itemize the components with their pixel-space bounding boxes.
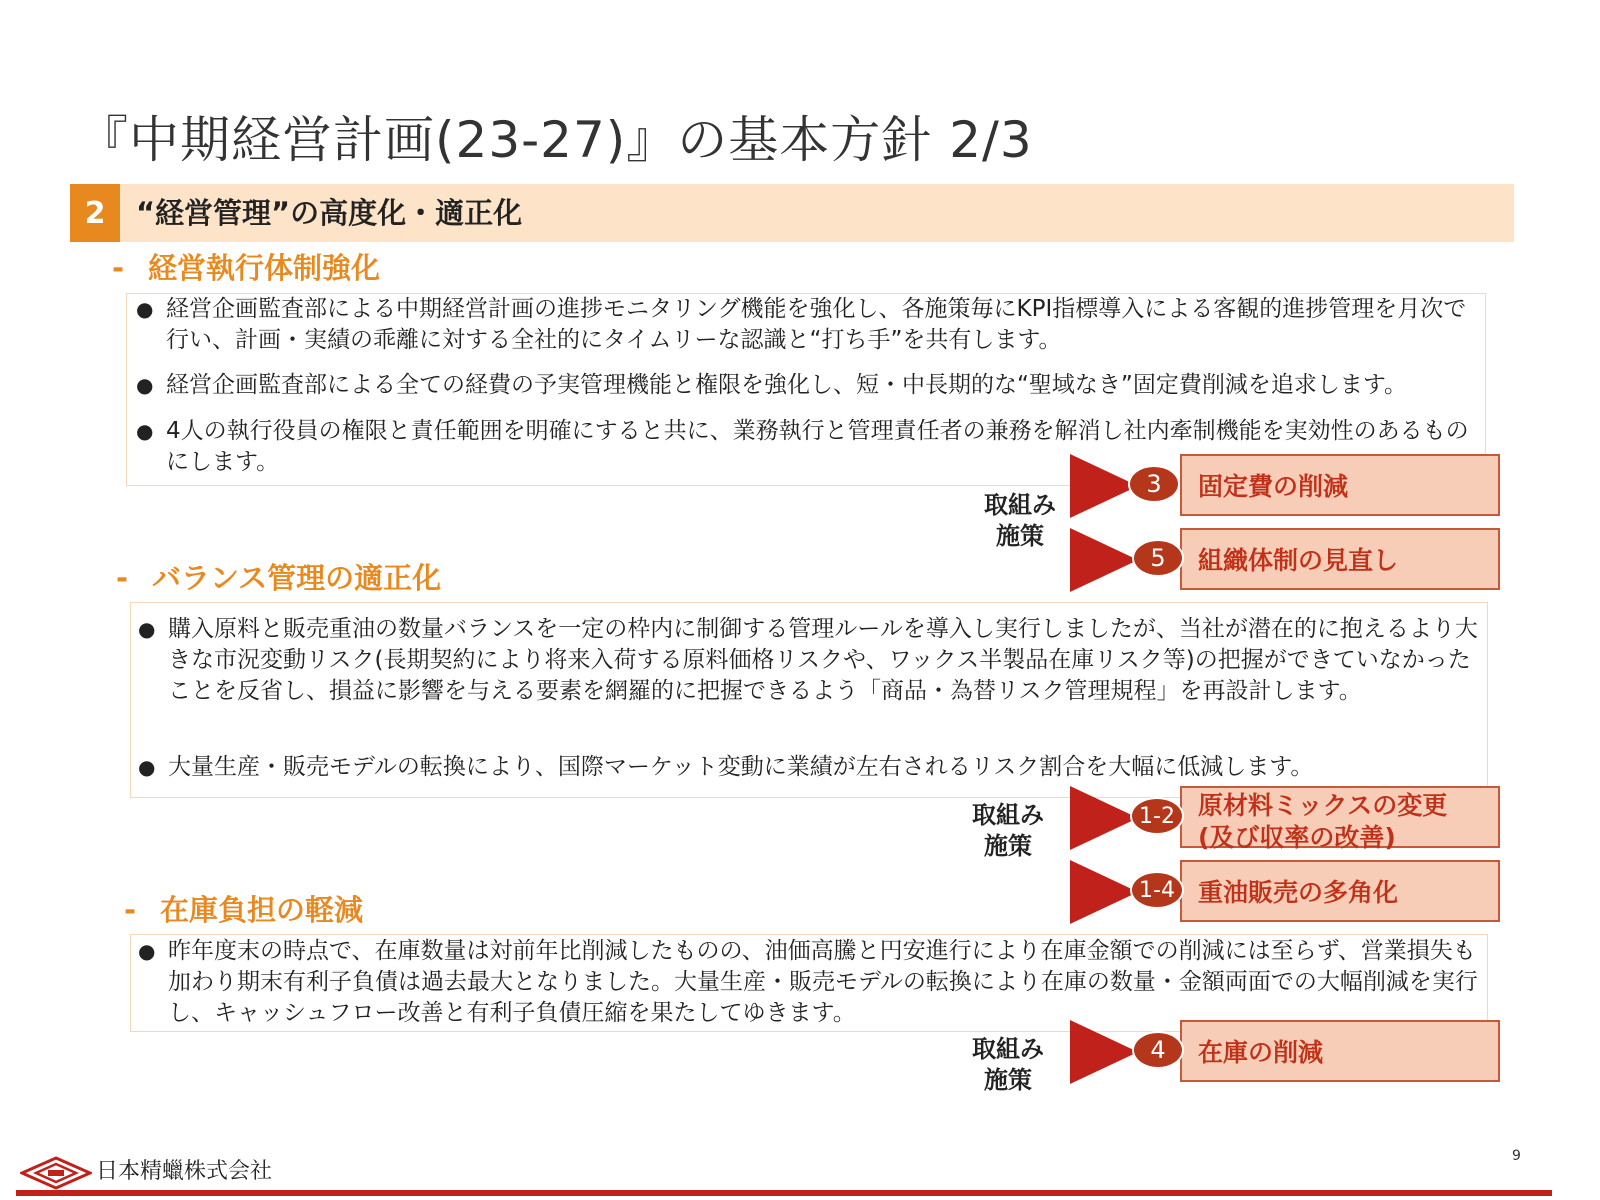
page-title: 『中期経営計画(23-27)』の基本方針 2/3: [78, 111, 1033, 169]
initiatives-label: 取組み 施策: [972, 801, 1044, 860]
initiative-tag: 原材料ミックスの変更 (及び収率の改善): [1180, 786, 1500, 848]
footer-divider: [16, 1190, 1552, 1196]
initiative-number-badge: 5: [1132, 539, 1184, 577]
initiative-tag: 在庫の削減: [1180, 1020, 1500, 1082]
bullet-item: ● 昨年度末の時点で、在庫数量は対前年比削減したものの、油価高騰と円安進行により在庫金額での削減には至らず、営業損失も加わり期末有利子負債は過去最大となりました。大量生産・販売モデルの転換により在庫の数量・金額両面での大幅削減を実行し、キャッシュフロー改善と有利子負債圧縮を果たしてゆきます。: [138, 938, 1478, 1026]
page-number: 9: [1512, 1148, 1521, 1164]
bullet-icon: ●: [136, 297, 154, 321]
subsection-dash: -: [124, 893, 137, 927]
bullet-item: ● 4人の執行役員の権限と責任範囲を明確にすると共に、業務執行と管理責任者の兼務を解消し社内牽制機能を実効性のあるものにします。: [136, 418, 1469, 475]
subsection-dash: -: [112, 251, 125, 285]
subsection-heading-3: [124, 888, 363, 929]
bullet-icon: ●: [136, 419, 154, 443]
red-arrow-icon: [1070, 1020, 1138, 1084]
section-title: “経営管理”の高度化・適正化: [136, 196, 523, 230]
subsection-dash: -: [116, 561, 129, 595]
subsection-heading-2: [116, 556, 441, 597]
bullet-item: ● 経営企画監査部による中期経営計画の進捗モニタリング機能を強化し、各施策毎にKPI指標導入による客観的進捗管理を月次で行い、計画・実績の乖離に対する全社的にタイムリーな認識と“打ち手”を共有します。: [136, 296, 1467, 353]
red-arrow-icon: [1070, 528, 1138, 592]
section-number: 2: [70, 184, 120, 242]
bullet-icon: ●: [138, 939, 156, 963]
initiative-number-badge: 3: [1128, 465, 1180, 503]
initiative-number-badge: 4: [1132, 1031, 1184, 1069]
bullet-item: ● 大量生産・販売モデルの転換により、国際マーケット変動に業績が左右されるリスク割合を大幅に低減します。: [138, 752, 1478, 783]
subsection-heading-1: [112, 246, 380, 287]
initiatives-label: 取組み 施策: [984, 491, 1056, 550]
bullet-item: ● 購入原料と販売重油の数量バランスを一定の枠内に制御する管理ルールを導入し実行しましたが、当社が潜在的に抱えるより大きな市況変動リスク(長期契約により将来入荷する原料価格リスクや、ワックス半製品在庫リスク等)の把握ができていなかったことを反省し、損益に影響を与える要素を網羅的に把握できるよう「商品・為替リスク管理規程」を再設計します。: [138, 616, 1478, 704]
bullet-item: ● 経営企画監査部による全ての経費の予実管理機能と権限を強化し、短・中長期的な“聖域なき”固定費削減を追求します。: [136, 370, 1516, 401]
initiative-number-badge: 1-4: [1130, 871, 1184, 909]
bullet-icon: ●: [138, 617, 156, 641]
initiative-tag: 組織体制の見直し: [1180, 528, 1500, 590]
company-name: 日本精蠟株式会社: [96, 1159, 273, 1184]
initiative-number-badge: 1-2: [1130, 797, 1184, 835]
initiatives-label: 取組み 施策: [972, 1035, 1044, 1094]
red-arrow-icon: [1070, 860, 1138, 924]
red-arrow-icon: [1070, 786, 1138, 850]
initiative-tag: 重油販売の多角化: [1180, 860, 1500, 922]
subsection-title: 在庫負担の軽減: [160, 893, 364, 927]
company-logo-icon: [20, 1156, 92, 1190]
bullet-icon: ●: [138, 755, 156, 779]
bullet-icon: ●: [136, 373, 154, 397]
section-header: [70, 184, 1514, 242]
subsection-title: 経営執行体制強化: [148, 251, 381, 285]
initiative-tag: 固定費の削減: [1180, 454, 1500, 516]
subsection-title: バランス管理の適正化: [152, 561, 442, 595]
